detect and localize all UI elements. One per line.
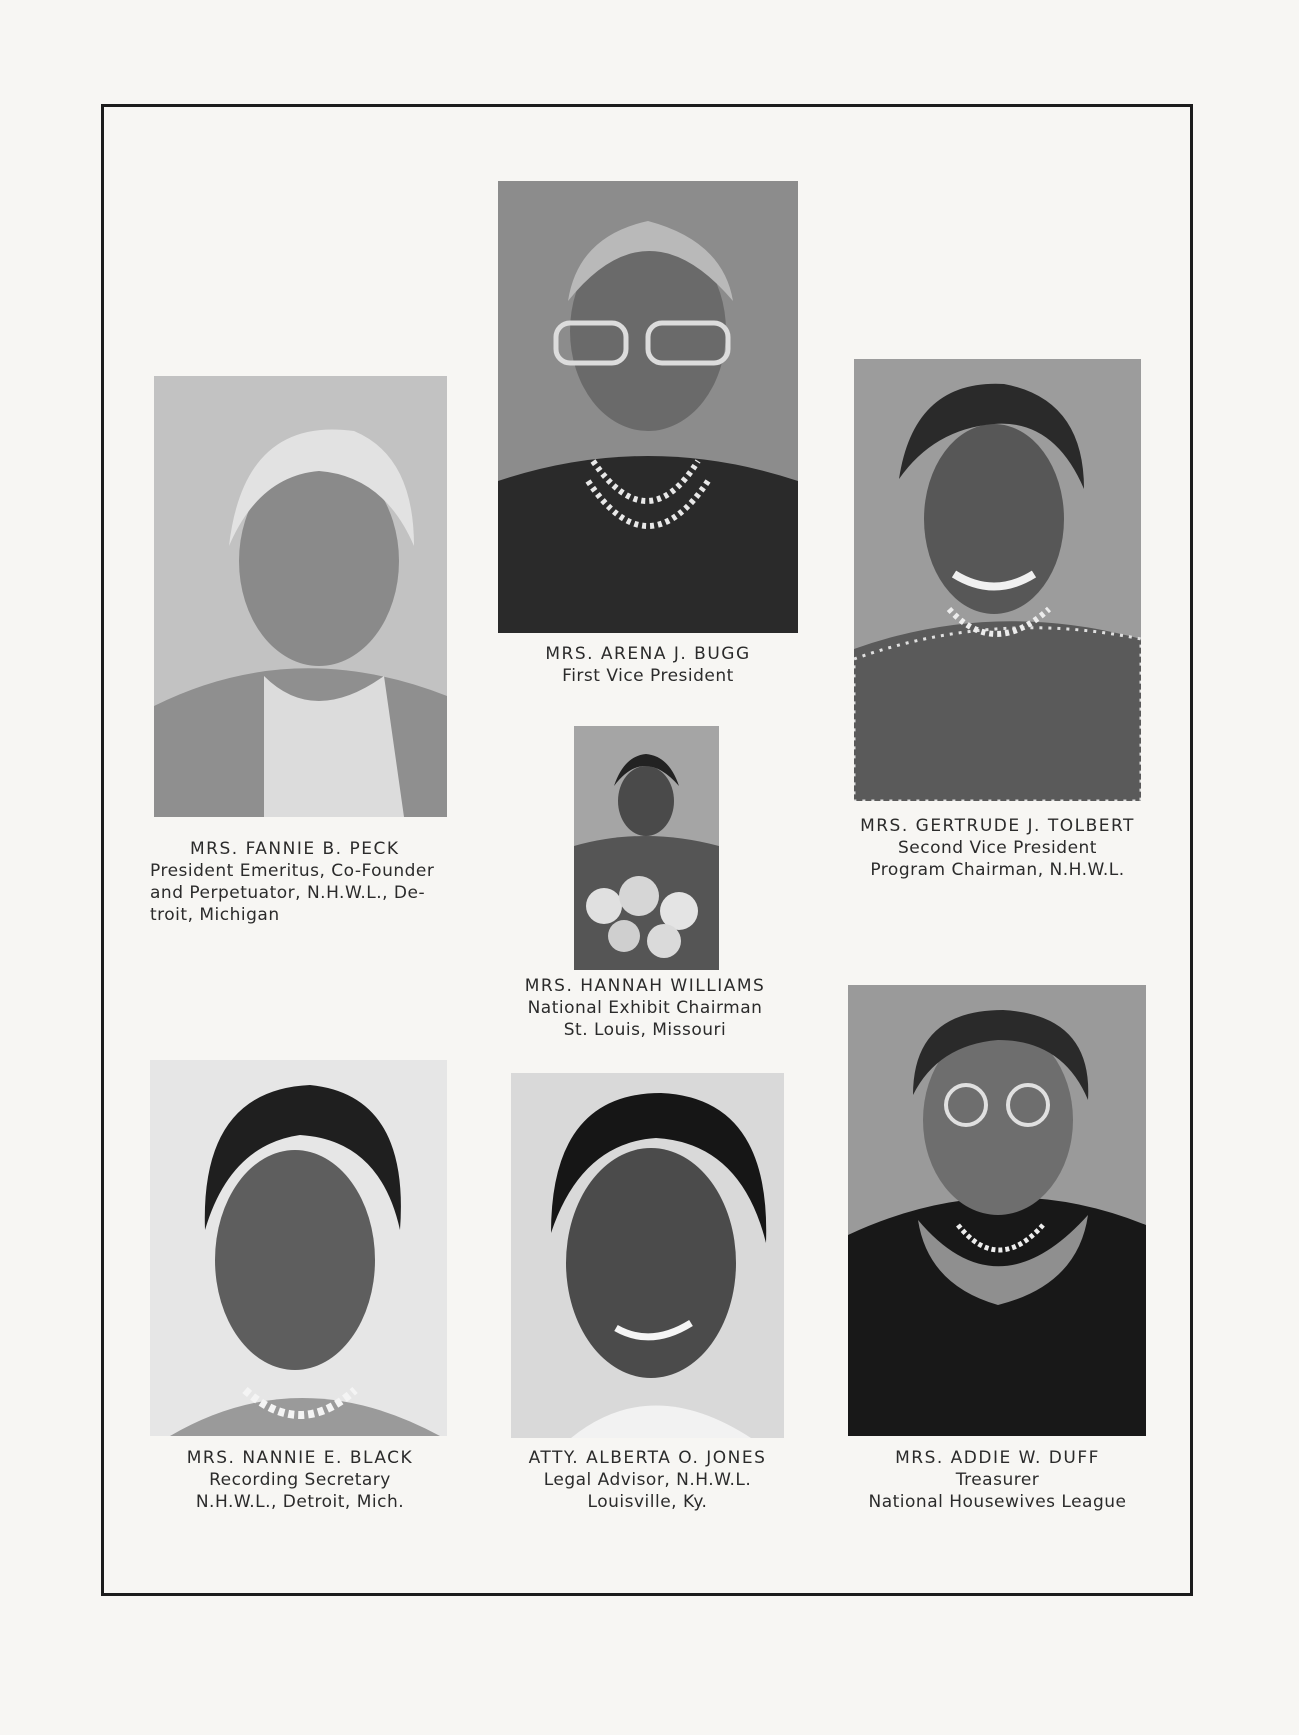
- officer-title: Second Vice President: [898, 838, 1097, 858]
- portrait-nannie-black: [150, 1060, 447, 1436]
- officer-title: National Housewives League: [868, 1492, 1127, 1512]
- officer-title: Treasurer: [955, 1470, 1040, 1490]
- officer-location: St. Louis, Missouri: [563, 1020, 727, 1040]
- officer-title: First Vice President: [562, 666, 734, 686]
- portrait-addie-duff: [848, 985, 1146, 1436]
- officer-name: MRS. GERTRUDE J. TOLBERT: [860, 816, 1135, 836]
- officer-title: Recording Secretary: [209, 1470, 391, 1490]
- caption-hannah-williams: [510, 975, 780, 1041]
- officer-name: MRS. FANNIE B. PECK: [190, 839, 400, 859]
- caption-fannie-peck: [150, 838, 460, 926]
- portrait-arena-bugg: [498, 181, 798, 633]
- portrait-hannah-williams: [574, 726, 719, 970]
- caption-addie-duff: [840, 1447, 1155, 1513]
- caption-alberta-jones: [495, 1447, 800, 1513]
- officer-location: N.H.W.L., Detroit, Mich.: [195, 1492, 405, 1512]
- portrait-alberta-jones: [511, 1073, 784, 1438]
- officer-location: troit, Michigan: [150, 905, 280, 925]
- officer-title: President Emeritus, Co-Founder: [150, 861, 435, 881]
- officer-title: National Exhibit Chairman: [527, 998, 763, 1018]
- portrait-fannie-peck: [154, 376, 447, 817]
- officer-name: MRS. ARENA J. BUGG: [545, 644, 751, 664]
- officer-name: MRS. NANNIE E. BLACK: [186, 1448, 414, 1468]
- officer-name: MRS. HANNAH WILLIAMS: [524, 976, 766, 996]
- caption-nannie-black: [140, 1447, 460, 1513]
- caption-gertrude-tolbert: [840, 815, 1155, 881]
- officer-title: Legal Advisor, N.H.W.L.: [543, 1470, 752, 1490]
- caption-arena-bugg: [498, 643, 798, 687]
- officer-title: Program Chairman, N.H.W.L.: [870, 860, 1125, 880]
- officer-title: and Perpetuator, N.H.W.L., De-: [150, 883, 426, 903]
- portrait-gertrude-tolbert: [854, 359, 1141, 801]
- officer-location: Louisville, Ky.: [587, 1492, 708, 1512]
- officer-name: MRS. ADDIE W. DUFF: [895, 1448, 1100, 1468]
- officer-name: ATTY. ALBERTA O. JONES: [528, 1448, 767, 1468]
